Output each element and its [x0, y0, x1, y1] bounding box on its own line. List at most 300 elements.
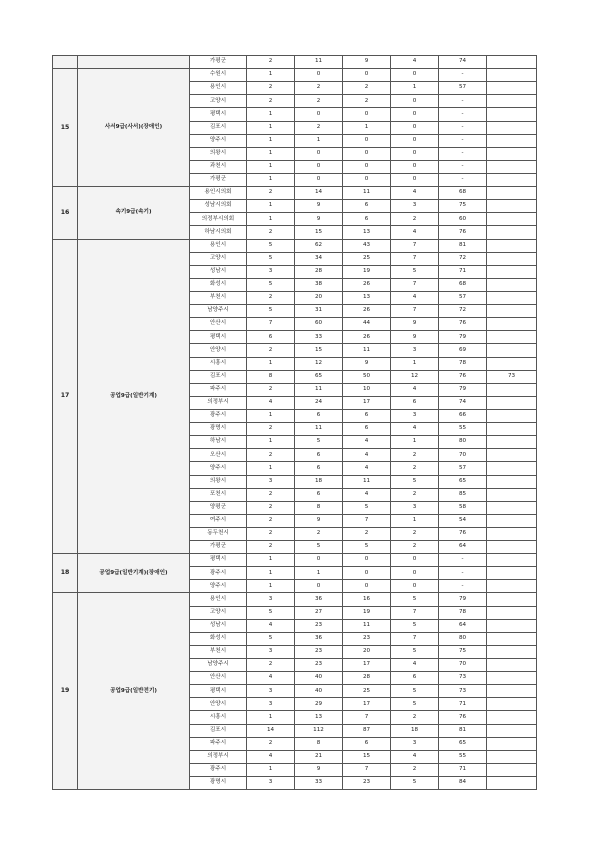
region-cell: 하남시 — [190, 436, 247, 449]
region-cell: 부천시 — [190, 291, 247, 304]
value-cell — [487, 56, 537, 69]
region-cell: 수원시 — [190, 69, 247, 82]
value-cell — [487, 108, 537, 121]
value-cell: 4 — [391, 423, 439, 436]
value-cell: 9 — [295, 213, 343, 226]
value-cell: 55 — [439, 750, 487, 763]
value-cell: 65 — [439, 737, 487, 750]
value-cell: 5 — [247, 632, 295, 645]
value-cell: 23 — [343, 632, 391, 645]
value-cell — [487, 331, 537, 344]
value-cell: 54 — [439, 514, 487, 527]
value-cell: 6 — [295, 462, 343, 475]
value-cell: 2 — [247, 449, 295, 462]
value-cell: 31 — [295, 305, 343, 318]
value-cell — [487, 737, 537, 750]
value-cell — [487, 121, 537, 134]
value-cell: 1 — [247, 436, 295, 449]
value-cell: 3 — [247, 265, 295, 278]
value-cell: 0 — [343, 134, 391, 147]
value-cell: 79 — [439, 383, 487, 396]
region-cell: 성남시의회 — [190, 200, 247, 213]
value-cell: 7 — [343, 711, 391, 724]
value-cell: 2 — [391, 488, 439, 501]
value-cell: 6 — [247, 331, 295, 344]
value-cell: 3 — [391, 409, 439, 422]
group-number-cell: 19 — [53, 593, 78, 790]
value-cell: 19 — [343, 265, 391, 278]
value-cell: 9 — [343, 56, 391, 69]
value-cell: 12 — [391, 370, 439, 383]
value-cell: - — [439, 69, 487, 82]
value-cell: 4 — [391, 56, 439, 69]
value-cell: 2 — [247, 527, 295, 540]
value-cell: 3 — [247, 645, 295, 658]
value-cell: 64 — [439, 619, 487, 632]
value-cell — [487, 750, 537, 763]
value-cell: 7 — [391, 252, 439, 265]
value-cell: 1 — [391, 357, 439, 370]
region-cell: 용인시 — [190, 593, 247, 606]
value-cell — [487, 567, 537, 580]
value-cell: 1 — [343, 121, 391, 134]
region-cell: 고양시 — [190, 95, 247, 108]
value-cell: 79 — [439, 331, 487, 344]
value-cell: 8 — [295, 501, 343, 514]
value-cell — [487, 278, 537, 291]
value-cell: 3 — [247, 685, 295, 698]
value-cell — [487, 134, 537, 147]
table-row — [53, 554, 537, 567]
position-cell: 사서9급(사서)(장애인) — [78, 69, 190, 187]
value-cell: 0 — [343, 69, 391, 82]
value-cell: 18 — [391, 724, 439, 737]
value-cell: - — [439, 134, 487, 147]
region-cell: 가평군 — [190, 541, 247, 554]
value-cell — [487, 291, 537, 304]
value-cell: 71 — [439, 698, 487, 711]
region-cell: 광주시 — [190, 567, 247, 580]
value-cell — [487, 423, 537, 436]
region-cell: 광명시 — [190, 777, 247, 790]
value-cell: 4 — [391, 187, 439, 200]
position-cell: 공업9급(일반기계) — [78, 239, 190, 554]
value-cell: 4 — [247, 619, 295, 632]
value-cell — [487, 173, 537, 186]
value-cell: 1 — [247, 173, 295, 186]
value-cell: 71 — [439, 763, 487, 776]
value-cell: 15 — [343, 750, 391, 763]
table-row — [53, 69, 537, 82]
value-cell: 5 — [391, 265, 439, 278]
value-cell: 76 — [439, 226, 487, 239]
value-cell — [487, 580, 537, 593]
value-cell: 7 — [391, 305, 439, 318]
region-cell: 남양주시 — [190, 659, 247, 672]
value-cell: 1 — [247, 200, 295, 213]
value-cell: 7 — [247, 318, 295, 331]
value-cell: 0 — [343, 580, 391, 593]
value-cell: 80 — [439, 632, 487, 645]
region-cell: 고양시 — [190, 606, 247, 619]
value-cell: 0 — [343, 108, 391, 121]
value-cell — [487, 160, 537, 173]
region-cell: 광명시 — [190, 423, 247, 436]
region-cell: 양주시 — [190, 134, 247, 147]
value-cell — [487, 305, 537, 318]
value-cell: 1 — [247, 763, 295, 776]
value-cell: 76 — [439, 370, 487, 383]
value-cell — [487, 632, 537, 645]
value-cell: 0 — [391, 95, 439, 108]
group-number-cell: 18 — [53, 554, 78, 593]
region-cell: 시흥시 — [190, 711, 247, 724]
value-cell: 25 — [343, 685, 391, 698]
value-cell: 7 — [391, 606, 439, 619]
value-cell: 1 — [247, 409, 295, 422]
value-cell: 2 — [391, 763, 439, 776]
region-cell: 의왕시 — [190, 475, 247, 488]
value-cell: 75 — [439, 645, 487, 658]
value-cell: 28 — [295, 265, 343, 278]
value-cell: 70 — [439, 659, 487, 672]
value-cell: 11 — [343, 619, 391, 632]
value-cell: 4 — [391, 383, 439, 396]
value-cell: - — [439, 580, 487, 593]
value-cell: 79 — [439, 593, 487, 606]
value-cell: 73 — [439, 685, 487, 698]
region-cell: 김포시 — [190, 121, 247, 134]
value-cell: 28 — [343, 672, 391, 685]
table-body — [53, 56, 537, 790]
value-cell: 33 — [295, 777, 343, 790]
value-cell: 65 — [439, 475, 487, 488]
value-cell: 7 — [343, 514, 391, 527]
value-cell: 2 — [247, 488, 295, 501]
value-cell: 73 — [439, 672, 487, 685]
value-cell: 17 — [343, 396, 391, 409]
value-cell: 1 — [247, 462, 295, 475]
value-cell: 68 — [439, 187, 487, 200]
value-cell: 0 — [295, 173, 343, 186]
value-cell: 74 — [439, 396, 487, 409]
value-cell — [487, 436, 537, 449]
value-cell: 2 — [247, 383, 295, 396]
table-row — [53, 56, 537, 69]
value-cell: 72 — [439, 252, 487, 265]
value-cell — [487, 645, 537, 658]
region-cell: 평택시 — [190, 331, 247, 344]
value-cell: - — [439, 554, 487, 567]
value-cell: 1 — [247, 213, 295, 226]
value-cell — [487, 200, 537, 213]
value-cell: 4 — [391, 750, 439, 763]
value-cell: 11 — [295, 383, 343, 396]
value-cell: 29 — [295, 698, 343, 711]
value-cell: 2 — [295, 527, 343, 540]
value-cell: 1 — [247, 69, 295, 82]
position-cell: 속기9급(속기) — [78, 187, 190, 239]
value-cell: 64 — [439, 541, 487, 554]
value-cell: 1 — [247, 357, 295, 370]
value-cell: 5 — [295, 541, 343, 554]
region-cell: 안산시 — [190, 672, 247, 685]
value-cell: 58 — [439, 501, 487, 514]
value-cell: 6 — [295, 409, 343, 422]
value-cell — [487, 344, 537, 357]
region-cell: 용인시 — [190, 82, 247, 95]
value-cell: 12 — [295, 357, 343, 370]
value-cell — [487, 541, 537, 554]
value-cell — [487, 619, 537, 632]
value-cell: 57 — [439, 82, 487, 95]
value-cell: 5 — [391, 698, 439, 711]
value-cell: 1 — [247, 580, 295, 593]
value-cell: 6 — [343, 409, 391, 422]
group-number-cell: 17 — [53, 239, 78, 554]
value-cell: 80 — [439, 436, 487, 449]
value-cell: 2 — [391, 541, 439, 554]
value-cell — [487, 606, 537, 619]
value-cell: 3 — [391, 501, 439, 514]
value-cell: 0 — [391, 173, 439, 186]
value-cell: 11 — [343, 187, 391, 200]
value-cell: 0 — [295, 147, 343, 160]
value-cell: 1 — [247, 121, 295, 134]
value-cell — [487, 147, 537, 160]
value-cell: 1 — [247, 147, 295, 160]
region-cell: 남양주시 — [190, 305, 247, 318]
value-cell: 4 — [343, 449, 391, 462]
value-cell: 71 — [439, 265, 487, 278]
value-cell: - — [439, 173, 487, 186]
region-cell: 성남시 — [190, 619, 247, 632]
value-cell: 84 — [439, 777, 487, 790]
value-cell: 5 — [391, 685, 439, 698]
table-row — [53, 239, 537, 252]
value-cell: 23 — [295, 659, 343, 672]
region-cell: 안양시 — [190, 698, 247, 711]
value-cell: 6 — [295, 449, 343, 462]
value-cell: 2 — [391, 711, 439, 724]
value-cell: 60 — [295, 318, 343, 331]
value-cell — [487, 554, 537, 567]
value-cell: 85 — [439, 488, 487, 501]
value-cell: 9 — [343, 357, 391, 370]
value-cell — [487, 357, 537, 370]
value-cell: 8 — [247, 370, 295, 383]
region-cell: 화성시 — [190, 632, 247, 645]
value-cell: 2 — [247, 501, 295, 514]
value-cell: 2 — [247, 659, 295, 672]
value-cell — [487, 659, 537, 672]
region-cell: 광주시 — [190, 763, 247, 776]
value-cell: 7 — [343, 763, 391, 776]
value-cell: 6 — [295, 488, 343, 501]
value-cell: 26 — [343, 331, 391, 344]
value-cell — [487, 383, 537, 396]
group-number-cell — [53, 56, 78, 69]
value-cell: 69 — [439, 344, 487, 357]
value-cell: 65 — [295, 370, 343, 383]
value-cell: 40 — [295, 672, 343, 685]
value-cell: 0 — [391, 567, 439, 580]
value-cell: 0 — [391, 108, 439, 121]
value-cell — [487, 711, 537, 724]
value-cell: 9 — [391, 318, 439, 331]
region-cell: 시흥시 — [190, 357, 247, 370]
value-cell: 6 — [343, 200, 391, 213]
region-cell: 화성시 — [190, 278, 247, 291]
region-cell: 여주시 — [190, 514, 247, 527]
value-cell: 9 — [391, 331, 439, 344]
value-cell: 26 — [343, 305, 391, 318]
value-cell: 11 — [343, 344, 391, 357]
value-cell: 0 — [391, 554, 439, 567]
value-cell: 1 — [295, 567, 343, 580]
value-cell: 57 — [439, 291, 487, 304]
value-cell: 74 — [439, 56, 487, 69]
region-cell: 부천시 — [190, 645, 247, 658]
value-cell: 2 — [247, 423, 295, 436]
value-cell: 0 — [391, 134, 439, 147]
region-cell: 성남시 — [190, 265, 247, 278]
value-cell: 4 — [343, 462, 391, 475]
value-cell — [487, 593, 537, 606]
value-cell: 3 — [391, 737, 439, 750]
value-cell: 10 — [343, 383, 391, 396]
value-cell: 70 — [439, 449, 487, 462]
value-cell: 36 — [295, 593, 343, 606]
value-cell: 6 — [343, 423, 391, 436]
value-cell: 0 — [343, 160, 391, 173]
value-cell: 0 — [343, 147, 391, 160]
value-cell: 78 — [439, 357, 487, 370]
value-cell: 15 — [295, 344, 343, 357]
region-cell: 안산시 — [190, 318, 247, 331]
value-cell: 8 — [295, 737, 343, 750]
value-cell — [487, 501, 537, 514]
value-cell — [487, 449, 537, 462]
value-cell: 9 — [295, 763, 343, 776]
value-cell: 11 — [343, 475, 391, 488]
value-cell: 9 — [295, 200, 343, 213]
value-cell: 60 — [439, 213, 487, 226]
value-cell: 87 — [343, 724, 391, 737]
value-cell: 1 — [247, 134, 295, 147]
value-cell: 17 — [343, 659, 391, 672]
value-cell: 1 — [247, 160, 295, 173]
position-cell: 공업9급(일반기계)(장애인) — [78, 554, 190, 593]
value-cell: 2 — [295, 82, 343, 95]
value-cell: 3 — [391, 200, 439, 213]
region-cell: 의정부시 — [190, 750, 247, 763]
value-cell: 11 — [295, 423, 343, 436]
value-cell: 78 — [439, 606, 487, 619]
value-cell: 4 — [391, 659, 439, 672]
region-cell: 포천시 — [190, 488, 247, 501]
value-cell: 5 — [343, 501, 391, 514]
region-cell: 김포시 — [190, 724, 247, 737]
value-cell — [487, 514, 537, 527]
value-cell: 2 — [247, 95, 295, 108]
region-cell: 양평군 — [190, 501, 247, 514]
region-cell: 평택시 — [190, 554, 247, 567]
value-cell: 4 — [391, 226, 439, 239]
value-cell: - — [439, 95, 487, 108]
value-cell: 25 — [343, 252, 391, 265]
region-cell: 가평군 — [190, 56, 247, 69]
value-cell: 1 — [247, 567, 295, 580]
table-row — [53, 593, 537, 606]
value-cell: 6 — [343, 737, 391, 750]
value-cell — [487, 82, 537, 95]
value-cell: 5 — [343, 541, 391, 554]
value-cell: 0 — [343, 567, 391, 580]
value-cell: 0 — [391, 69, 439, 82]
region-cell: 오산시 — [190, 449, 247, 462]
value-cell: 40 — [295, 685, 343, 698]
value-cell — [487, 69, 537, 82]
value-cell — [487, 318, 537, 331]
value-cell: - — [439, 147, 487, 160]
value-cell: 76 — [439, 318, 487, 331]
value-cell: 2 — [391, 449, 439, 462]
value-cell — [487, 475, 537, 488]
region-cell: 과천시 — [190, 160, 247, 173]
value-cell: 2 — [391, 527, 439, 540]
value-cell: 50 — [343, 370, 391, 383]
value-cell: 3 — [247, 777, 295, 790]
value-cell: 2 — [247, 82, 295, 95]
value-cell — [487, 763, 537, 776]
value-cell: 73 — [487, 370, 537, 383]
value-cell: 0 — [295, 160, 343, 173]
value-cell: 4 — [247, 750, 295, 763]
value-cell — [487, 462, 537, 475]
value-cell: 0 — [391, 121, 439, 134]
value-cell: 2 — [295, 121, 343, 134]
value-cell: 0 — [295, 108, 343, 121]
value-cell — [487, 252, 537, 265]
value-cell: 7 — [391, 239, 439, 252]
value-cell: 2 — [295, 95, 343, 108]
value-cell: 5 — [247, 239, 295, 252]
value-cell: 1 — [391, 436, 439, 449]
value-cell: 3 — [247, 475, 295, 488]
value-cell: 6 — [391, 396, 439, 409]
region-cell: 동두천시 — [190, 527, 247, 540]
value-cell: 0 — [295, 69, 343, 82]
value-cell: 3 — [391, 344, 439, 357]
region-cell: 용인시 — [190, 239, 247, 252]
region-cell: 의왕시 — [190, 147, 247, 160]
value-cell: 17 — [343, 698, 391, 711]
value-cell: 2 — [343, 527, 391, 540]
group-number-cell: 16 — [53, 187, 78, 239]
value-cell: 6 — [391, 672, 439, 685]
value-cell: 44 — [343, 318, 391, 331]
value-cell: 0 — [391, 147, 439, 160]
value-cell: 1 — [247, 108, 295, 121]
value-cell: 4 — [391, 291, 439, 304]
value-cell: 5 — [247, 606, 295, 619]
value-cell — [487, 95, 537, 108]
region-cell: 파주시 — [190, 383, 247, 396]
region-cell: 김포시 — [190, 370, 247, 383]
value-cell: 26 — [343, 278, 391, 291]
value-cell: 18 — [295, 475, 343, 488]
